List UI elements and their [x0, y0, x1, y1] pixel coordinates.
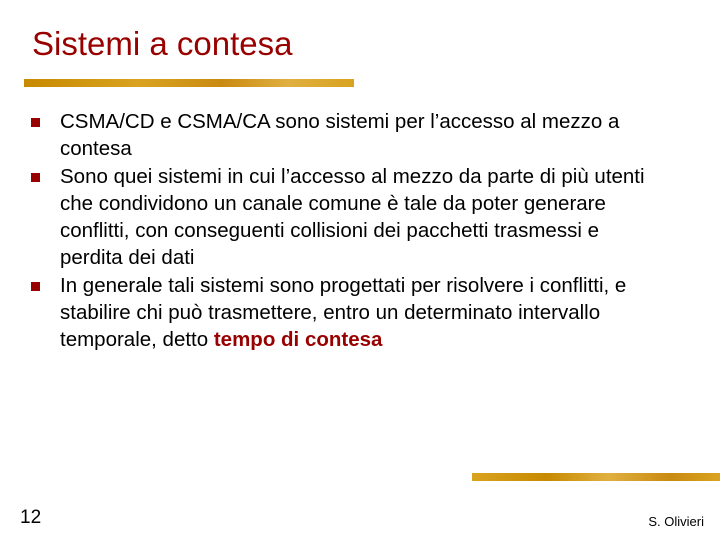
bullet-item	[24, 108, 664, 163]
square-bullet-icon	[31, 118, 40, 127]
bullet-text: CSMA/CD e CSMA/CA sono sistemi per l’accesso al mezzo a contesa	[60, 110, 620, 161]
title-underline	[24, 79, 354, 87]
bullet-item	[24, 272, 664, 354]
author-name: S. Olivieri	[648, 514, 704, 529]
footer-rule	[472, 473, 720, 481]
bullet-item	[24, 163, 664, 272]
slide-title: Sistemi a contesa	[32, 25, 293, 62]
bullet-text: Sono quei sistemi in cui l’accesso al mezzo da parte di più utenti che condividono un canale comune è tale da poter generare conflitti, con conseguenti collisioni dei pacchetti trasmessi e perdita dei dati	[60, 164, 645, 270]
bullet-list	[24, 108, 664, 354]
page-number: 12	[20, 507, 42, 528]
square-bullet-icon	[31, 282, 40, 291]
square-bullet-icon	[31, 173, 40, 182]
bullet-text: In generale tali sistemi sono progettati per risolvere i conflitti, e stabilire chi può trasmettere, entro un determinato intervallo temporale, detto	[60, 273, 627, 352]
emphasized-term: tempo di contesa	[213, 328, 383, 352]
